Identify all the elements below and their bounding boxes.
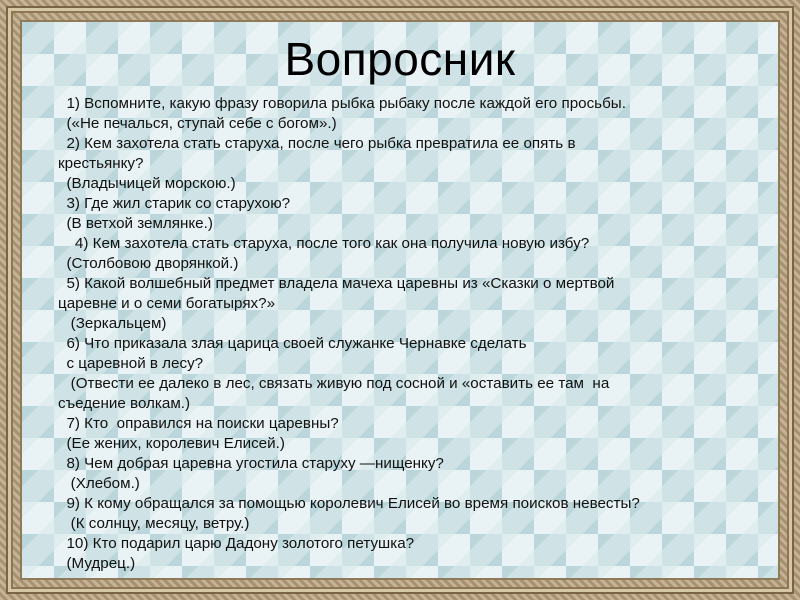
answer-line: («Не печалься, ступай себе с богом».) [58, 115, 337, 132]
question-line: 2) Кем захотела стать старуха, после чего рыбка превратила ее опять в [58, 135, 576, 152]
answer-line: (Отвести ее далеко в лес, связать живую под сосной и «оставить ее там на [58, 375, 610, 392]
question-line-continued: царевне и о семи богатырях?» [58, 295, 276, 312]
answer-line: (К солнцу, месяцу, ветру.) [58, 515, 250, 532]
question-line-continued: с царевной в лесу? [58, 355, 204, 372]
answer-line: (В ветхой землянке.) [58, 215, 213, 232]
question-line: 6) Что приказала злая царица своей служанке Чернавке сделать [58, 335, 527, 352]
question-line: 4) Кем захотела стать старуха, после того как она получила новую избу? [58, 235, 590, 252]
answer-line: (Хлебом.) [58, 475, 140, 492]
question-line: 9) К кому обращался за помощью королевич Елисей во время поисков невесты? [58, 495, 640, 512]
question-line: 7) Кто оправился на поиски царевны? [58, 415, 339, 432]
question-line: 10) Кто подарил царю Дадону золотого петушка? [58, 535, 415, 552]
answer-line: (Ее жених, королевич Елисей.) [58, 435, 285, 452]
answer-line: (Мудрец.) [58, 555, 136, 572]
content-panel [20, 20, 780, 580]
answer-line: (Зеркальцем) [58, 315, 167, 332]
question-line: 1) Вспомните, какую фразу говорила рыбка рыбаку после каждой его просьбы. [58, 95, 626, 112]
question-list [58, 94, 742, 574]
question-line: 8) Чем добрая царевна угостила старуху —нищенку? [58, 455, 444, 472]
slide-title: Вопросник [284, 33, 516, 85]
question-line: 5) Какой волшебный предмет владела мачеха царевны из «Сказки о мертвой [58, 275, 615, 292]
answer-line: (Столбовою дворянкой.) [58, 255, 239, 272]
question-line: 3) Где жил старик со старухою? [58, 195, 291, 212]
question-line-continued: крестьянку? [58, 155, 144, 172]
answer-line: (Владычицей морскою.) [58, 175, 236, 192]
answer-line-continued: съедение волкам.) [58, 395, 191, 412]
